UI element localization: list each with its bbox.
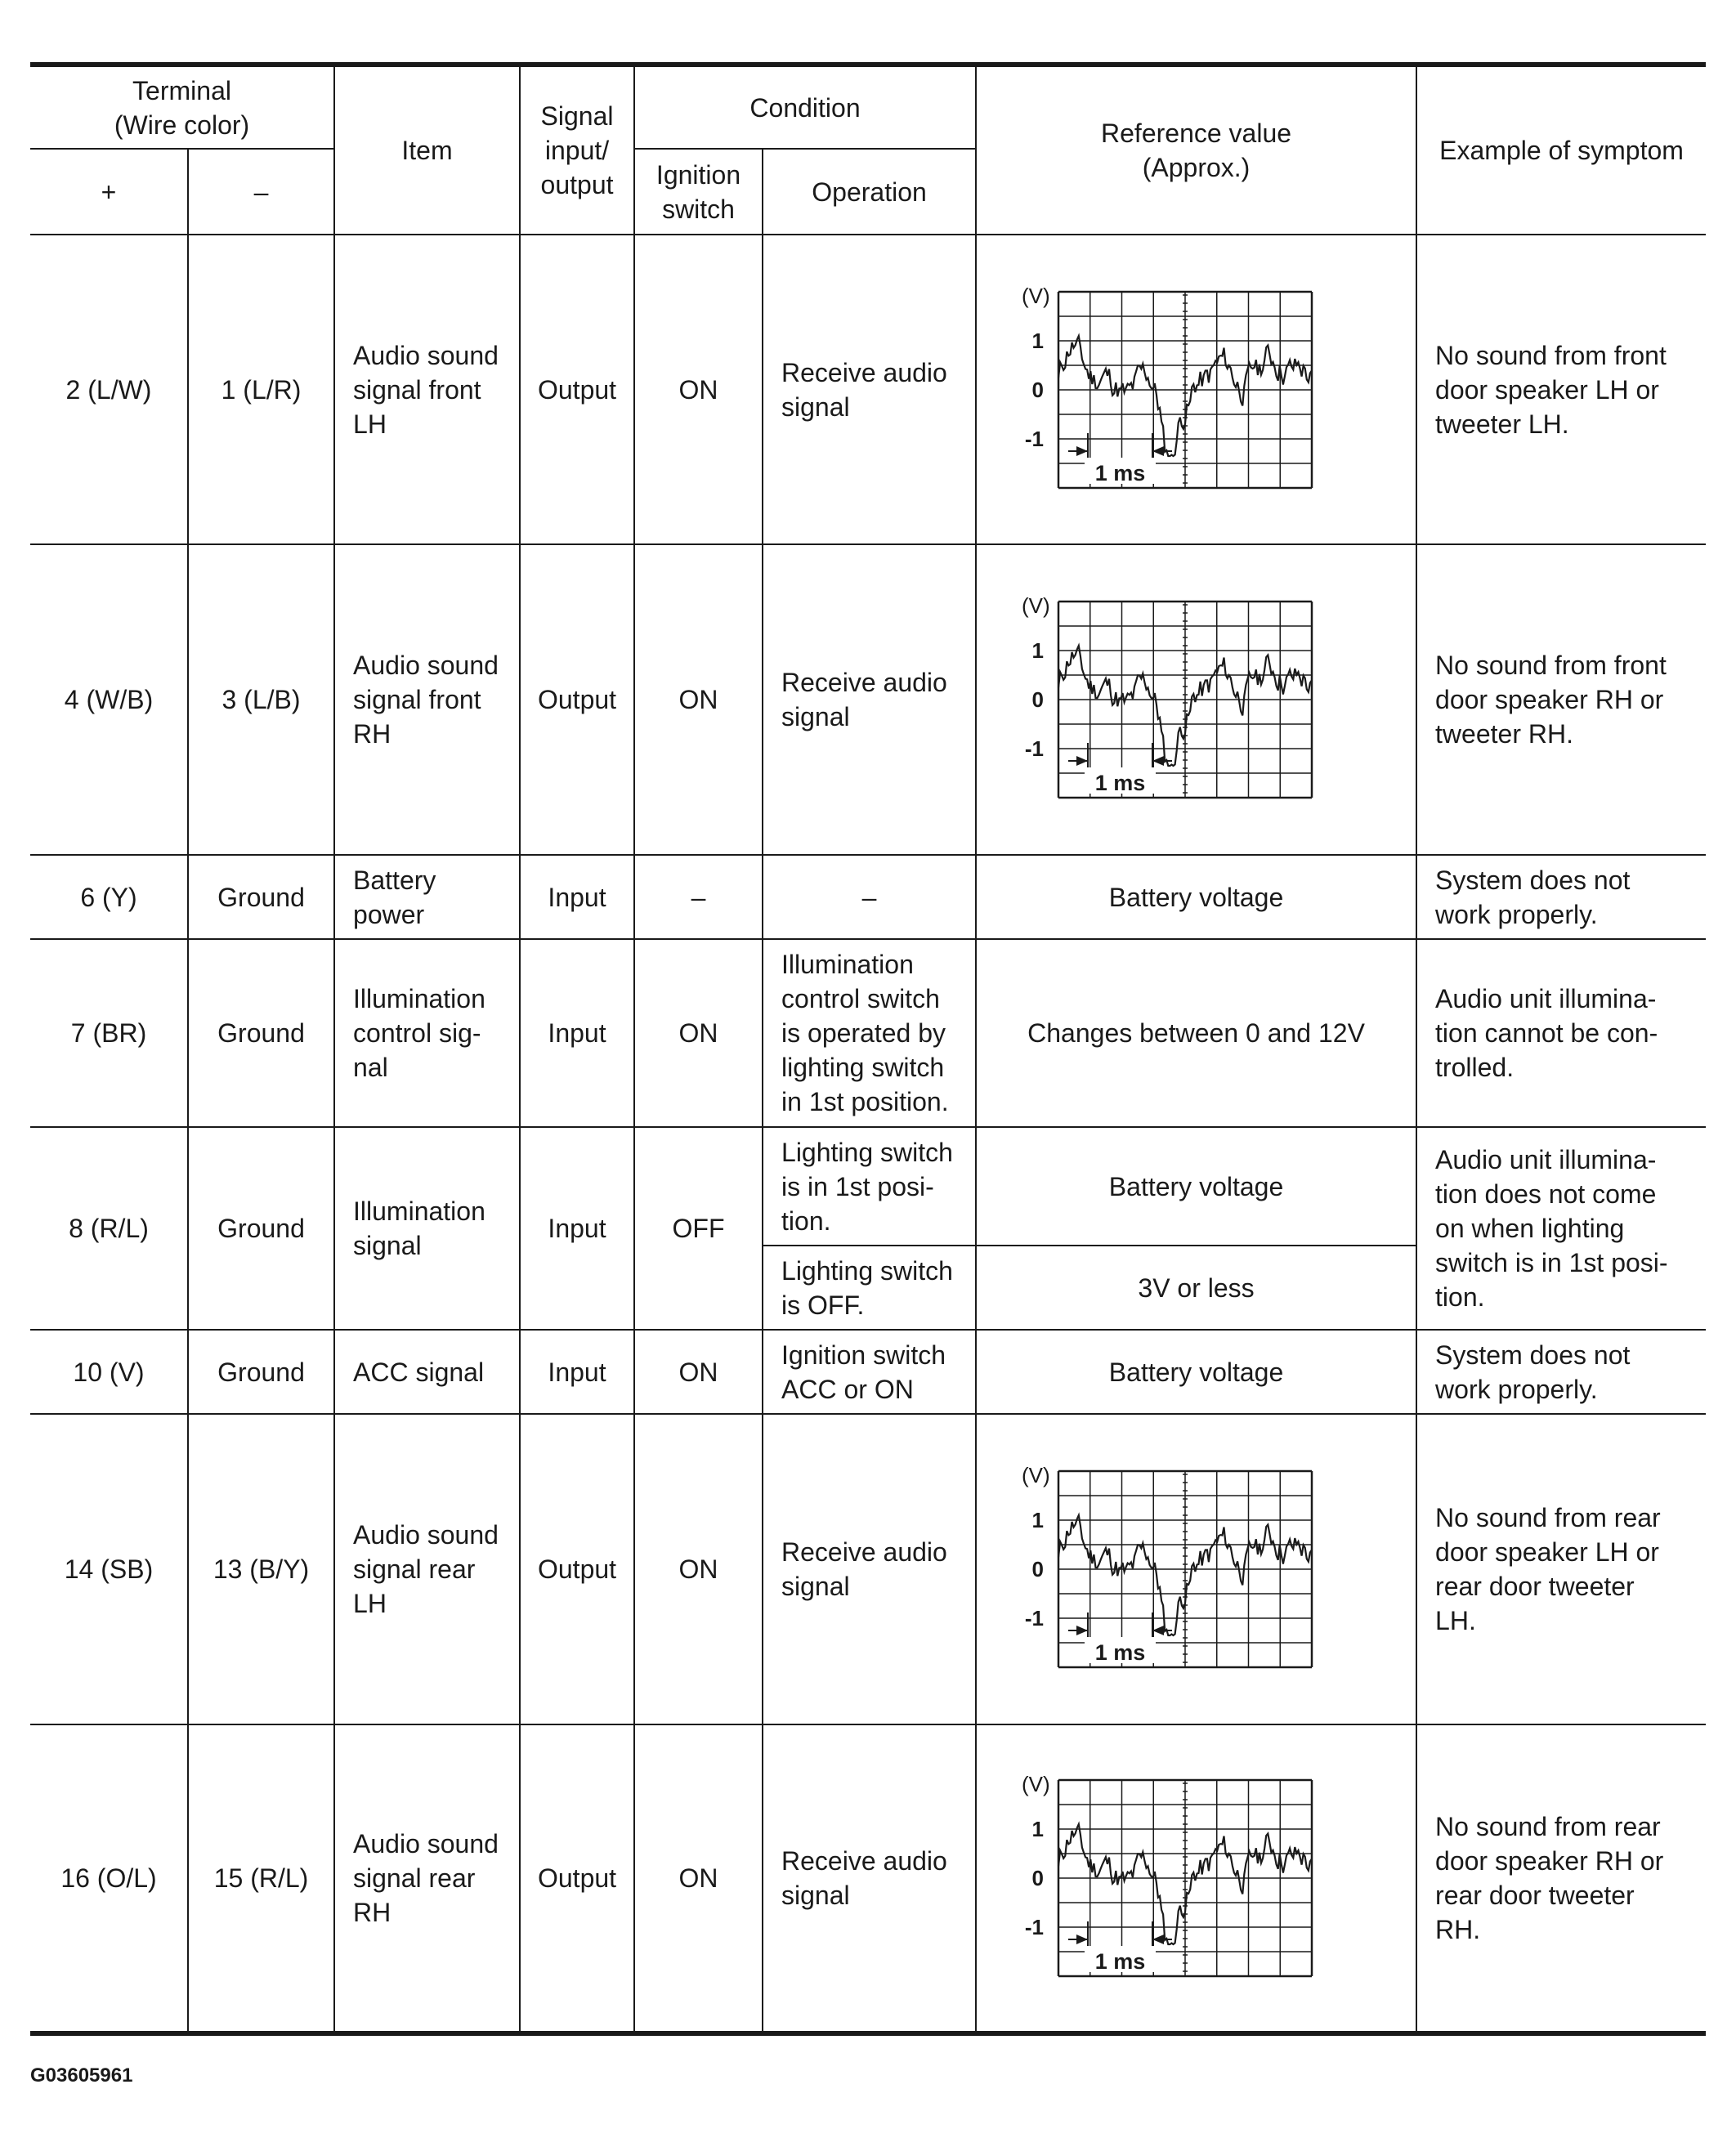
table-row <box>30 939 1706 1127</box>
table-row <box>30 235 1706 544</box>
operation-cell: Receive audio signal <box>763 544 976 855</box>
item-cell: Audio sound signal front RH <box>334 544 520 855</box>
terminal-minus: Ground <box>188 939 334 1127</box>
reference-value-cell: Battery voltage <box>976 855 1416 939</box>
waveform-tick-minus1: -1 <box>1024 426 1045 451</box>
waveform-tick-0: 0 <box>1031 687 1045 712</box>
operation-cell: – <box>763 855 976 939</box>
terminal-minus: Ground <box>188 855 334 939</box>
terminal-minus: 3 (L/B) <box>188 544 334 855</box>
terminal-plus: 10 (V) <box>30 1330 188 1414</box>
item-cell: Audio sound signal rear LH <box>334 1414 520 1724</box>
ignition-cell: ON <box>634 1724 763 2033</box>
signal-io-cell: Input <box>520 1330 634 1414</box>
symptom-cell: No sound from front door speaker RH or tweeter RH. <box>1416 544 1706 855</box>
waveform-unit: (V) <box>1022 1463 1050 1487</box>
table-row <box>30 1330 1706 1414</box>
signal-io-cell: Input <box>520 855 634 939</box>
waveform-tick-minus1: -1 <box>1024 1606 1045 1630</box>
terminal-minus: Ground <box>188 1330 334 1414</box>
waveform-tick-1: 1 <box>1031 638 1045 663</box>
ignition-cell: ON <box>634 1330 763 1414</box>
signal-io-cell: Output <box>520 1414 634 1724</box>
waveform-chart <box>1000 1463 1327 1675</box>
table-row <box>30 1724 1706 2033</box>
header-reference: Reference value (Approx.) <box>976 65 1416 235</box>
signal-io-cell: Output <box>520 235 634 544</box>
terminal-plus: 7 (BR) <box>30 939 188 1127</box>
waveform-tick-0: 0 <box>1031 1866 1045 1890</box>
header-operation: Operation <box>763 149 976 235</box>
operation-cell: Ignition switch ACC or ON <box>763 1330 976 1414</box>
table-row <box>30 1414 1706 1724</box>
waveform-tick-1: 1 <box>1031 1508 1045 1532</box>
terminal-plus: 14 (SB) <box>30 1414 188 1724</box>
terminal-minus: 1 (L/R) <box>188 235 334 544</box>
waveform-tick-minus1: -1 <box>1024 1915 1045 1939</box>
ignition-cell: ON <box>634 235 763 544</box>
reference-value-cell: Battery voltage <box>976 1127 1416 1246</box>
symptom-cell: System does not work properly. <box>1416 1330 1706 1414</box>
header-plus: + <box>30 149 188 235</box>
terminal-plus: 6 (Y) <box>30 855 188 939</box>
table-row <box>30 855 1706 939</box>
terminal-minus: 13 (B/Y) <box>188 1414 334 1724</box>
waveform-tick-1: 1 <box>1031 328 1045 353</box>
item-cell: Audio sound signal rear RH <box>334 1724 520 2033</box>
waveform-time-label: 1 ms <box>1094 460 1146 485</box>
header-item: Item <box>334 65 520 235</box>
ignition-cell: ON <box>634 544 763 855</box>
waveform-unit: (V) <box>1022 283 1050 308</box>
operation-cell: Receive audio signal <box>763 1724 976 2033</box>
terminal-table <box>30 62 1706 2036</box>
reference-waveform-cell <box>976 1724 1416 2033</box>
signal-io-cell: Output <box>520 1724 634 2033</box>
symptom-cell: System does not work properly. <box>1416 855 1706 939</box>
header-minus: – <box>188 149 334 235</box>
item-cell: Illumination signal <box>334 1127 520 1330</box>
reference-value-cell: Battery voltage <box>976 1330 1416 1414</box>
terminal-minus: 15 (R/L) <box>188 1724 334 2033</box>
signal-io-cell: Input <box>520 1127 634 1330</box>
ignition-cell: ON <box>634 939 763 1127</box>
header-symptom: Example of symptom <box>1416 65 1706 235</box>
symptom-cell: Audio unit illumina- tion cannot be con- trolled. <box>1416 939 1706 1127</box>
terminal-plus: 4 (W/B) <box>30 544 188 855</box>
item-cell: ACC signal <box>334 1330 520 1414</box>
item-cell: Audio sound signal front LH <box>334 235 520 544</box>
item-cell: Illumination control sig- nal <box>334 939 520 1127</box>
terminal-plus: 2 (L/W) <box>30 235 188 544</box>
waveform-chart <box>1000 593 1327 806</box>
reference-value-cell: Changes between 0 and 12V <box>976 939 1416 1127</box>
table-row <box>30 1127 1706 1246</box>
signal-io-cell: Output <box>520 544 634 855</box>
terminal-minus: Ground <box>188 1127 334 1330</box>
signal-io-cell: Input <box>520 939 634 1127</box>
terminal-plus: 16 (O/L) <box>30 1724 188 2033</box>
waveform-unit: (V) <box>1022 593 1050 618</box>
header-ignition: Ignition switch <box>634 149 763 235</box>
terminal-spec-sheet <box>30 62 1706 2036</box>
reference-waveform-cell <box>976 235 1416 544</box>
ignition-cell: OFF <box>634 1127 763 1330</box>
reference-value-cell: 3V or less <box>976 1246 1416 1330</box>
waveform-chart <box>1000 1772 1327 1984</box>
terminal-plus: 8 (R/L) <box>30 1127 188 1330</box>
waveform-unit: (V) <box>1022 1772 1050 1796</box>
operation-cell: Receive audio signal <box>763 1414 976 1724</box>
waveform-tick-1: 1 <box>1031 1817 1045 1841</box>
header-terminal: Terminal (Wire color) <box>30 65 334 149</box>
operation-cell: Lighting switch is OFF. <box>763 1246 976 1330</box>
symptom-cell: No sound from rear door speaker RH or rear door tweeter RH. <box>1416 1724 1706 2033</box>
item-cell: Battery power <box>334 855 520 939</box>
table-row <box>30 544 1706 855</box>
waveform-time-label: 1 ms <box>1094 1949 1146 1974</box>
ignition-cell: – <box>634 855 763 939</box>
symptom-cell: No sound from rear door speaker LH or rear door tweeter LH. <box>1416 1414 1706 1724</box>
waveform-tick-0: 0 <box>1031 1557 1045 1581</box>
ignition-cell: ON <box>634 1414 763 1724</box>
figure-code: G03605961 <box>30 2064 133 2087</box>
waveform-time-label: 1 ms <box>1094 771 1146 795</box>
symptom-cell: No sound from front door speaker LH or tweeter LH. <box>1416 235 1706 544</box>
reference-waveform-cell <box>976 1414 1416 1724</box>
waveform-time-label: 1 ms <box>1094 1640 1146 1665</box>
operation-cell: Illumination control switch is operated by lighting switch in 1st position. <box>763 939 976 1127</box>
waveform-chart <box>1000 284 1327 496</box>
header-condition: Condition <box>634 65 976 149</box>
header-signal-io: Signal input/ output <box>520 65 634 235</box>
symptom-cell: Audio unit illumina- tion does not come on when lighting switch is in 1st posi- tion. <box>1416 1127 1706 1330</box>
waveform-tick-minus1: -1 <box>1024 736 1045 761</box>
operation-cell: Lighting switch is in 1st posi- tion. <box>763 1127 976 1246</box>
waveform-tick-0: 0 <box>1031 377 1045 402</box>
operation-cell: Receive audio signal <box>763 235 976 544</box>
reference-waveform-cell <box>976 544 1416 855</box>
